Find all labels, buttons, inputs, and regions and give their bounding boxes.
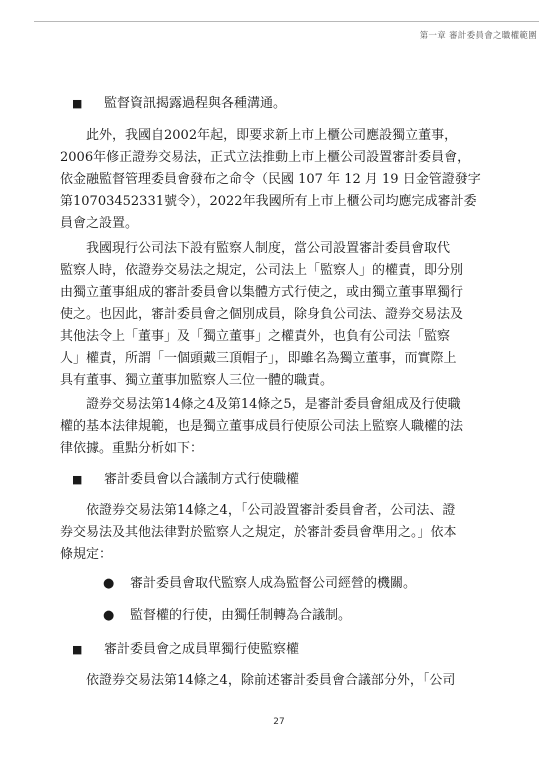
paragraph-line: 我國現行公司法下設有監察人制度，當公司設置審計委員會取代 — [60, 241, 451, 256]
paragraph-line: 員會之設置。 — [60, 216, 139, 231]
paragraph-line: 證券交易法第14條之4及第14條之5，是審計委員會組成及行使職 — [60, 397, 461, 412]
bullet-text: 監督資訊揭露過程與各種溝通。 — [104, 96, 287, 111]
running-header: 第一章 審計委員會之職權範圍 — [419, 31, 537, 41]
dot-item-text: 監督權的行使，由獨任制轉為合議制。 — [130, 608, 352, 623]
paragraph-line: 律依據。重點分析如下： — [60, 441, 204, 456]
paragraph-legal-basis — [60, 394, 512, 460]
paragraph-independent-directors — [60, 125, 512, 235]
paragraph-line: 條規定： — [60, 547, 113, 562]
paragraph-line: 使之。也因此，審計委員會之個別成員，除身負公司法、證券交易法及 — [60, 307, 464, 322]
paragraph-line: 券交易法及其他法律對於監察人之規定，於審計委員會準用之。」依本 — [60, 525, 457, 540]
dot-bullet-icon: ● — [103, 576, 115, 591]
square-bullet-icon: ■ — [72, 97, 83, 110]
square-bullet-icon: ■ — [72, 643, 83, 656]
paragraph-line: 依證券交易法第14條之4，「公司設置審計委員會者，公司法、證 — [60, 503, 456, 518]
paragraph-line: 具有董事、獨立董事加監察人三位一體的職責。 — [60, 373, 334, 388]
paragraph-line: 依證券交易法第14條之4，除前述審計委員會合議部分外，「公司 — [60, 673, 456, 688]
paragraph-article-14-4 — [60, 500, 512, 566]
paragraph-line: 其他法令上「董事」及「獨立董事」之權責外，也負有公司法「監察 — [60, 329, 451, 344]
paragraph-line: 第10703452331號令），2022年我國所有上市上櫃公司均應完成審計委 — [60, 194, 477, 209]
dot-bullet-icon: ● — [103, 608, 115, 623]
paragraph-line: 依金融監督管理委員會發布之命令（民國 107 年 12 月 19 日金管證發字 — [60, 172, 481, 187]
paragraph-line: 權的基本法律規範，也是獨立董事成員行使原公司法上監察人職權的法 — [60, 419, 464, 434]
paragraph-supervisor-system — [60, 238, 512, 392]
square-bullet-icon: ■ — [72, 473, 83, 486]
paragraph-individual-powers — [60, 670, 512, 692]
paragraph-line: 人」權責，所謂「一個頭戴三頂帽子」，即雖名為獨立董事，而實際上 — [60, 351, 457, 366]
dot-item-text: 審計委員會取代監察人成為監督公司經營的機關。 — [130, 576, 417, 591]
header-rule — [34, 21, 539, 22]
paragraph-line: 由獨立董事組成的審計委員會以集體方式行使之，或由獨立董事單獨行 — [60, 285, 464, 300]
bullet-text: 審計委員會以合議制方式行使職權 — [104, 472, 300, 487]
page-number: 27 — [273, 717, 285, 727]
paragraph-line: 2006年修正證券交易法，正式立法推動上市上櫃公司設置審計委員會， — [60, 150, 471, 165]
paragraph-line: 監察人時，依證券交易法之規定，公司法上「監察人」的權責，即分別 — [60, 263, 464, 278]
bullet-text: 審計委員會之成員單獨行使監察權 — [104, 642, 300, 657]
paragraph-line: 此外，我國自2002年起，即要求新上市上櫃公司應設獨立董事， — [60, 128, 458, 143]
